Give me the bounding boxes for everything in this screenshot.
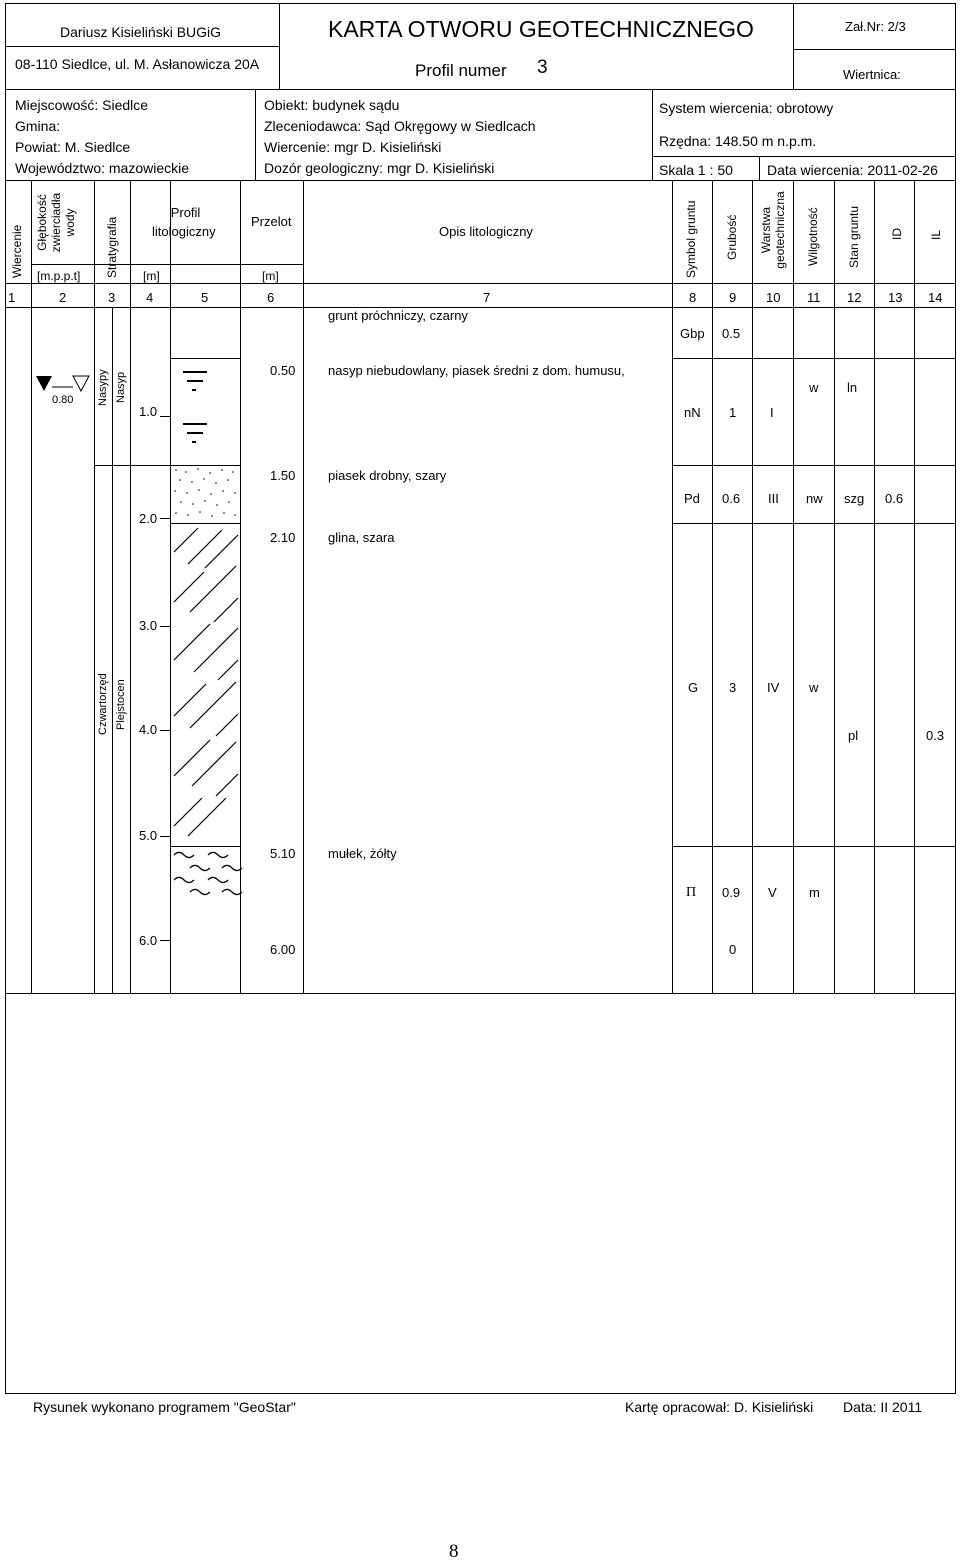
layer-moisture: w <box>809 380 819 395</box>
col-id: ID <box>890 228 904 240</box>
page-title: KARTA OTWORU GEOTECHNICZNEGO <box>328 16 754 42</box>
footer-author: Kartę opracował: D. Kisieliński <box>625 1399 814 1415</box>
layer-description: piasek drobny, szary <box>328 468 447 483</box>
silt-waves <box>174 853 242 895</box>
depth-tick: 2.0 <box>139 511 158 526</box>
col-water-depth: Głębokość zwierciadła wody <box>35 192 77 253</box>
water-depth: 0.80 <box>52 394 74 406</box>
col-state: Stan gruntu <box>847 205 861 268</box>
layer-state: ln <box>847 380 858 395</box>
depth-tick: 5.0 <box>139 828 158 843</box>
col-drilling: Wiercenie <box>10 224 24 278</box>
drilling-rig: Wiertnica: <box>843 67 901 82</box>
supervisor: Dozór geologiczny: mgr D. Kisieliński <box>264 160 495 176</box>
col-num-6: 6 <box>267 290 275 305</box>
end-value: 0 <box>729 942 737 957</box>
col-num-13: 13 <box>888 290 903 305</box>
col-profile-1: Profil <box>170 205 201 220</box>
depth-tick: 6.0 <box>139 933 158 948</box>
interval: 1.50 <box>270 468 296 483</box>
col-stratigraphy: Stratygrafia <box>105 216 119 278</box>
layer-grain: 0.9 <box>722 885 741 900</box>
layer-description: glina, szara <box>328 530 395 545</box>
layer-il: 0.3 <box>926 728 945 743</box>
clay-hatch <box>174 528 238 836</box>
water-level-icon <box>36 376 89 391</box>
scale: Skala 1 : 50 <box>659 162 733 178</box>
col-num-2: 2 <box>59 290 67 305</box>
col-num-5: 5 <box>201 290 209 305</box>
layer-moisture: m <box>809 885 820 900</box>
layer-grain: 1 <box>729 405 737 420</box>
depth-tick: 4.0 <box>139 722 158 737</box>
object: Obiekt: budynek sądu <box>264 97 400 113</box>
col-num-11: 11 <box>807 290 821 305</box>
col-soil-symbol: Symbol gruntu <box>684 200 698 278</box>
attachment-number: Zał.Nr: 2/3 <box>845 19 906 34</box>
col-num-12: 12 <box>847 290 862 305</box>
page-number: 8 <box>449 1541 459 1562</box>
col-interval-unit: [m] <box>262 269 279 283</box>
col-il: IL <box>929 229 943 240</box>
driller: Wiercenie: mgr D. Kisieliński <box>264 139 442 155</box>
voivodeship: Województwo: mazowieckie <box>15 160 190 176</box>
col-description: Opis litologiczny <box>439 224 533 239</box>
col-num-10: 10 <box>766 290 781 305</box>
fill-symbol <box>183 372 207 442</box>
footer-date: Data: II 2011 <box>843 1399 923 1415</box>
layer-symbol: Pd <box>684 491 700 506</box>
interval: 6.00 <box>270 942 296 957</box>
layer-id: 0.6 <box>885 491 904 506</box>
district: Powiat: M. Siedlce <box>15 139 131 155</box>
col-num-7: 7 <box>483 290 491 305</box>
interval: 0.50 <box>270 363 296 378</box>
col-num-8: 8 <box>689 290 697 305</box>
layer-symbol: Gbp <box>680 326 705 341</box>
profile-label: Profil numer <box>415 61 507 80</box>
strat-nasypy: Nasypy <box>97 369 109 406</box>
company-address: 08-110 Siedlce, ul. M. Asłanowicza 20A <box>15 56 260 72</box>
strat-quaternary: Czwartorzęd <box>97 673 109 735</box>
layer-symbol: Π <box>686 885 697 900</box>
client: Zleceniodawca: Sąd Okręgowy w Siedlcach <box>264 118 536 134</box>
col-num-9: 9 <box>729 290 737 305</box>
col-num-14: 14 <box>928 290 943 305</box>
commune: Gmina: <box>15 118 61 134</box>
layer-grain: 3 <box>729 680 737 695</box>
interval: 2.10 <box>270 530 296 545</box>
col-layer: Warstwa geotechniczna <box>759 191 787 269</box>
layer-grain: 0.6 <box>722 491 741 506</box>
drilling-date: Data wiercenia: 2011-02-26 <box>767 162 938 178</box>
drilling-system: System wiercenia: obrotowy <box>659 100 834 116</box>
profile-number: 3 <box>537 57 548 78</box>
locality: Miejscowość: Siedlce <box>15 97 149 113</box>
layer-description: nasyp niebudowlany, piasek średni z dom. humusu, <box>328 363 625 378</box>
footer-program: Rysunek wykonano programem "GeoStar" <box>33 1399 296 1415</box>
col-num-3: 3 <box>108 290 116 305</box>
strat-nasyp: Nasyp <box>115 371 127 403</box>
layer-state: szg <box>844 491 865 506</box>
layer-symbol: G <box>688 680 699 695</box>
layer-moisture: nw <box>806 491 823 506</box>
col-num-1: 1 <box>8 290 16 305</box>
depth-tick: 3.0 <box>139 618 158 633</box>
col-profile-unit: [m] <box>143 269 160 283</box>
elevation: Rzędna: 148.50 m n.p.m. <box>659 133 817 149</box>
layer-state: pl <box>848 728 859 743</box>
layer-geotech: IV <box>767 680 780 695</box>
layer-geotech: III <box>768 491 779 506</box>
strat-pleistocene: Plejstocen <box>115 679 127 730</box>
layer-grain: 0.5 <box>722 326 741 341</box>
layer-geotech: I <box>770 405 774 420</box>
layer-geotech: V <box>768 885 777 900</box>
col-grain: Grubość <box>725 214 739 260</box>
col-moisture: Wilgotność <box>806 207 820 266</box>
layer-description: mułek, żółty <box>328 846 397 861</box>
col-num-4: 4 <box>146 290 154 305</box>
sand-dots <box>174 468 236 517</box>
layer-description: grunt próchniczy, czarny <box>328 308 468 323</box>
company-name: Dariusz Kisieliński BUGiG <box>60 24 222 40</box>
col-water-unit: [m.p.p.t] <box>37 269 81 283</box>
layer-moisture: w <box>809 680 819 695</box>
layer-symbol: nN <box>684 405 701 420</box>
depth-tick: 1.0 <box>139 404 158 419</box>
col-interval: Przelot <box>251 214 292 229</box>
interval: 5.10 <box>270 846 296 861</box>
col-profile-2: litologiczny <box>152 224 216 239</box>
